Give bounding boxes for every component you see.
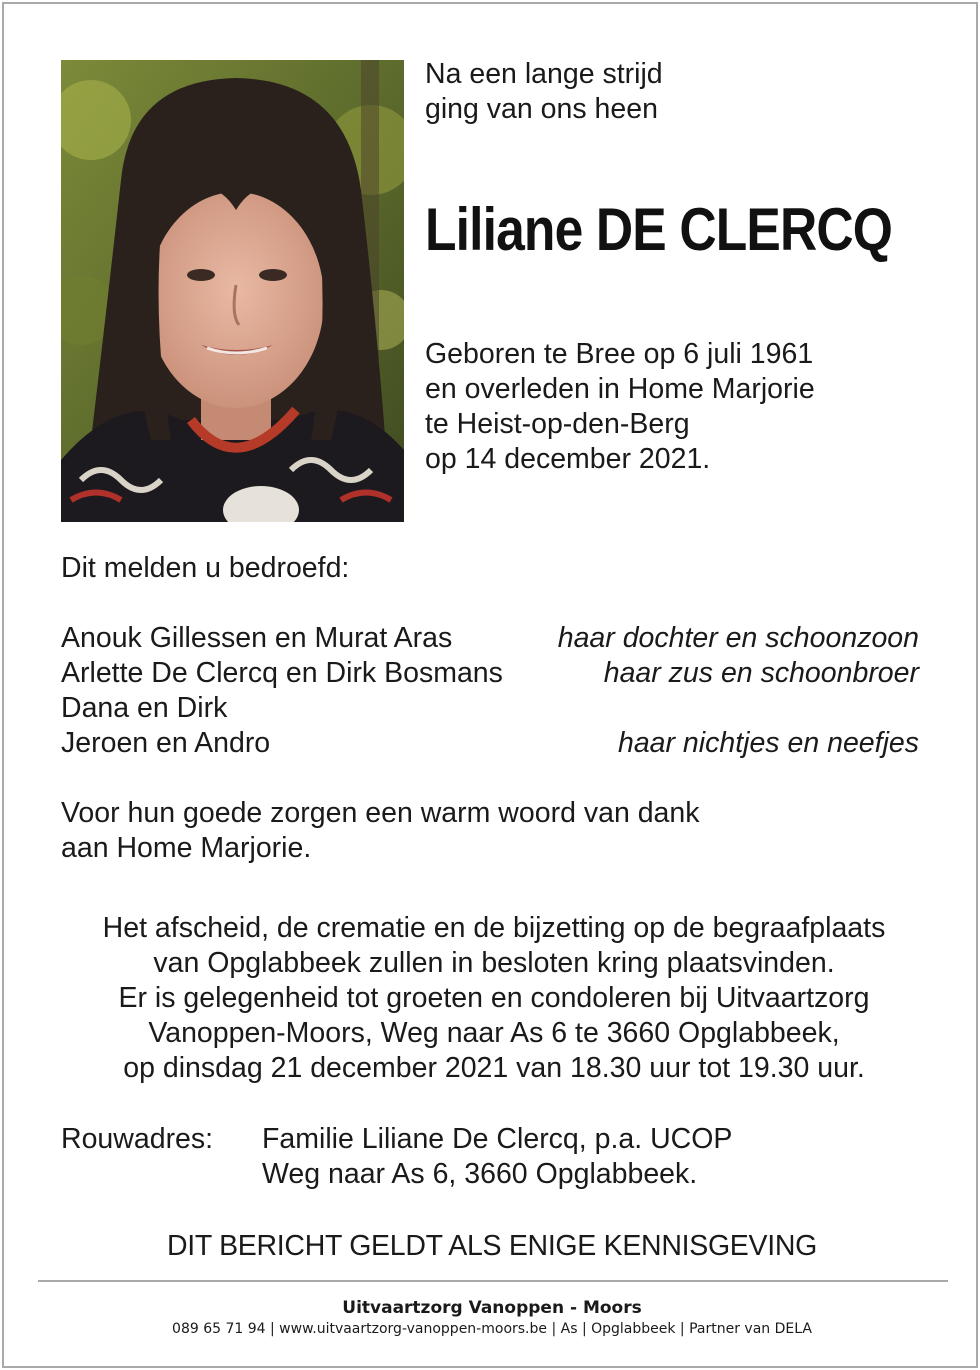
funeral-company-name: Uitvaartzorg Vanoppen - Moors — [342, 1298, 642, 1318]
ceremony-line: op dinsdag 21 december 2021 van 18.30 uur tot 19.30 uur. — [123, 1052, 865, 1084]
thanks-text — [61, 796, 700, 866]
thanks-line: aan Home Marjorie. — [61, 832, 312, 864]
ceremony-line: van Opglabbeek zullen in besloten kring plaatsvinden. — [153, 947, 835, 979]
relative-row — [61, 656, 919, 691]
relative-relation: haar dochter en schoonzoon — [557, 622, 919, 654]
relative-names: Dana en Dirk — [61, 692, 228, 724]
relative-row — [61, 691, 919, 726]
ceremony-line: Vanoppen-Moors, Weg naar As 6 te 3660 Opglabbeek, — [148, 1017, 840, 1049]
deceased-name: Liliane DE CLERCQ — [425, 196, 893, 263]
relative-names: Jeroen en Andro — [61, 727, 271, 759]
ceremony-line: Er is gelegenheid tot groeten en condoleren bij Uitvaartzorg — [118, 982, 870, 1014]
relative-row — [61, 621, 919, 656]
relative-row — [61, 726, 919, 761]
intro-text — [425, 57, 663, 127]
relative-names: Arlette De Clercq en Dirk Bosmans — [61, 657, 503, 689]
intro-line: ging van ons heen — [425, 93, 658, 125]
birth-death-details — [425, 337, 815, 477]
thanks-line: Voor hun goede zorgen een warm woord van dank — [61, 797, 700, 829]
obituary-card — [2, 2, 978, 1368]
ceremony-text — [44, 911, 944, 1086]
intro-line: Na een lange strijd — [425, 58, 663, 90]
death-line: en overleden in Home Marjorie — [425, 373, 815, 405]
mourning-address-label: Rouwadres: — [61, 1123, 214, 1155]
notice-text: DIT BERICHT GELDT ALS ENIGE KENNISGEVING — [166, 1230, 817, 1262]
mourning-address-line: Weg naar As 6, 3660 Opglabbeek. — [262, 1158, 698, 1190]
death-date-line: op 14 december 2021. — [425, 443, 711, 475]
announcement: Dit melden u bedroefd: — [61, 552, 350, 584]
death-place-line: te Heist-op-den-Berg — [425, 408, 690, 440]
relative-relation: haar zus en schoonbroer — [603, 657, 919, 689]
funeral-company-info: 089 65 71 94 | www.uitvaartzorg-vanoppen-moors.be | As | Opglabbeek | Partner van DELA — [172, 1321, 812, 1337]
ceremony-line: Het afscheid, de crematie en de bijzetting op de begraafplaats — [102, 912, 886, 944]
mourning-address — [262, 1122, 732, 1192]
relative-relation: haar nichtjes en neefjes — [617, 727, 919, 759]
birth-line: Geboren te Bree op 6 juli 1961 — [425, 338, 814, 370]
footer-divider — [38, 1280, 948, 1282]
portrait-photo — [61, 60, 404, 522]
relative-names: Anouk Gillessen en Murat Aras — [61, 622, 453, 654]
mourning-address-line: Familie Liliane De Clercq, p.a. UCOP — [262, 1123, 733, 1155]
